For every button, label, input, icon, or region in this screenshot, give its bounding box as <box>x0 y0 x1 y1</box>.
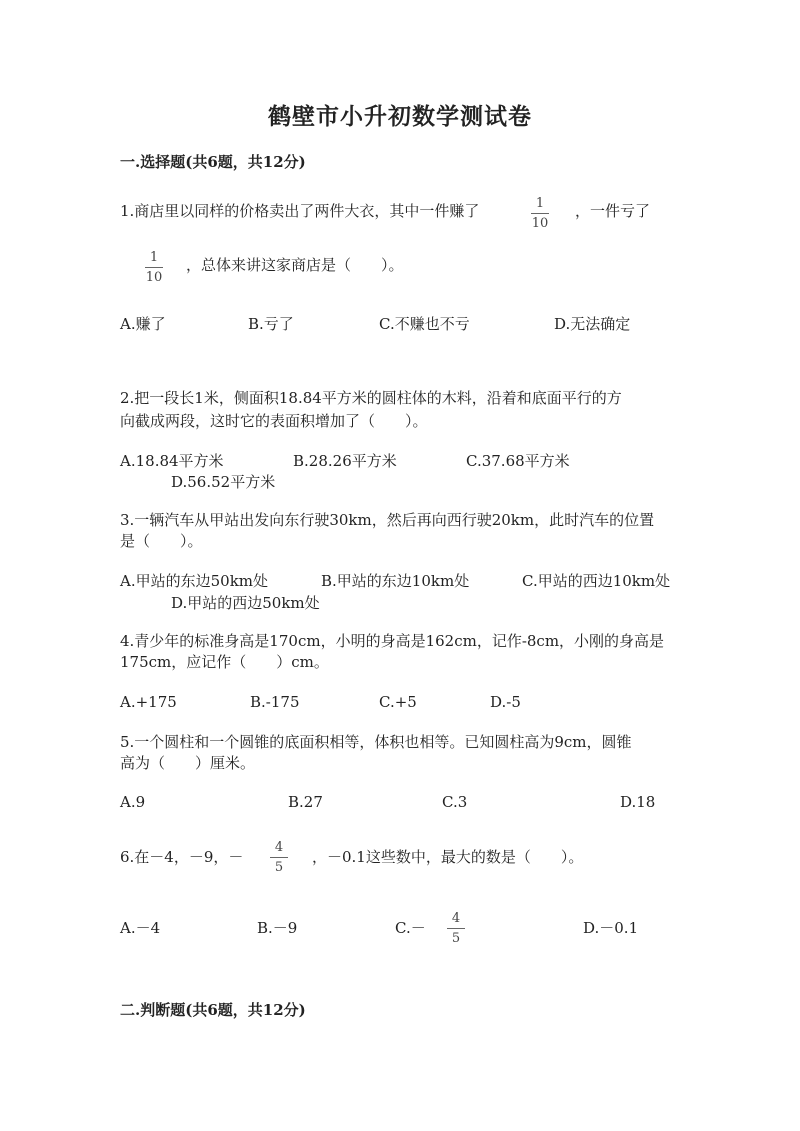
question-1-text-c: ，总体来讲这家商店是（ ）。 <box>186 256 404 274</box>
option-d[interactable]: D.甲站的西边50km处 <box>171 594 320 612</box>
fraction-numerator: 1 <box>535 196 545 211</box>
option-a[interactable]: A.－4 <box>120 919 161 937</box>
question-4-line-1: 4.青少年的标准身高是170cm，小明的身高是162cm，记作-8cm，小刚的身高是 <box>120 632 665 650</box>
option-a[interactable]: A.甲站的东边50km处 <box>120 572 269 590</box>
option-d[interactable]: D.无法确定 <box>554 315 631 333</box>
fraction-one-tenth <box>531 196 549 231</box>
option-d[interactable]: D.56.52平方米 <box>171 473 276 491</box>
question-1-text-b: ，一件亏了 <box>575 202 651 220</box>
option-c[interactable]: C.不赚也不亏 <box>379 315 470 333</box>
question-2-line-2: 向截成两段，这时它的表面积增加了（ ）。 <box>120 412 428 430</box>
section-heading-judgement: 二.判断题(共6题，共12分) <box>120 1001 306 1019</box>
option-d[interactable]: D.18 <box>620 793 656 811</box>
fraction-one-tenth <box>145 250 163 285</box>
option-b[interactable]: B.28.26平方米 <box>293 452 397 470</box>
question-5-line-2: 高为（ ）厘米。 <box>120 754 256 772</box>
fraction-numerator: 1 <box>149 250 159 265</box>
option-c[interactable]: C.+5 <box>379 693 417 711</box>
option-a[interactable]: A.+175 <box>120 693 177 711</box>
fraction-bar <box>270 857 288 858</box>
fraction-denominator: 5 <box>274 860 284 875</box>
question-1-text-a: 1.商店里以同样的价格卖出了两件大衣，其中一件赚了 <box>120 202 480 220</box>
fraction-four-fifths <box>270 840 288 875</box>
fraction-bar <box>447 928 465 929</box>
option-a[interactable]: A.赚了 <box>120 315 166 333</box>
fraction-denominator: 10 <box>531 216 549 231</box>
section-heading-choice: 一.选择题(共6题，共12分) <box>120 153 306 171</box>
question-2-line-1: 2.把一段长1米，侧面积18.84平方米的圆柱体的木料，沿着和底面平行的方 <box>120 389 622 407</box>
question-5-line-1: 5.一个圆柱和一个圆锥的底面积相等，体积也相等。已知圆柱高为9cm，圆锥 <box>120 733 632 751</box>
option-a[interactable]: A.18.84平方米 <box>120 452 224 470</box>
fraction-bar <box>145 267 163 268</box>
option-c[interactable]: C.37.68平方米 <box>466 452 570 470</box>
option-b[interactable]: B.亏了 <box>248 315 294 333</box>
fraction-denominator: 10 <box>145 270 163 285</box>
option-c[interactable]: C.－ <box>395 919 426 937</box>
fraction-numerator: 4 <box>451 911 461 926</box>
fraction-four-fifths <box>447 911 465 946</box>
option-c[interactable]: C.3 <box>442 793 468 811</box>
question-6-text-b: ，－0.1这些数中，最大的数是（ ）。 <box>312 848 584 866</box>
question-3-line-2: 是（ ）。 <box>120 532 203 550</box>
option-d[interactable]: D.-5 <box>490 693 521 711</box>
option-b[interactable]: B.甲站的东边10km处 <box>321 572 470 590</box>
option-d[interactable]: D.－0.1 <box>583 919 639 937</box>
option-b[interactable]: B.27 <box>288 793 323 811</box>
fraction-numerator: 4 <box>274 840 284 855</box>
option-c[interactable]: C.甲站的西边10km处 <box>522 572 671 590</box>
question-6-text-a: 6.在－4，－9，－ <box>120 848 244 866</box>
option-b[interactable]: B.-175 <box>250 693 300 711</box>
option-a[interactable]: A.9 <box>120 793 146 811</box>
question-4-line-2: 175cm，应记作（ ）cm。 <box>120 653 329 671</box>
question-3-line-1: 3.一辆汽车从甲站出发向东行驶30km，然后再向西行驶20km，此时汽车的位置 <box>120 511 655 529</box>
fraction-bar <box>531 213 549 214</box>
page-title: 鹤壁市小升初数学测试卷 <box>268 103 532 130</box>
option-b[interactable]: B.－9 <box>257 919 298 937</box>
fraction-denominator: 5 <box>451 931 461 946</box>
